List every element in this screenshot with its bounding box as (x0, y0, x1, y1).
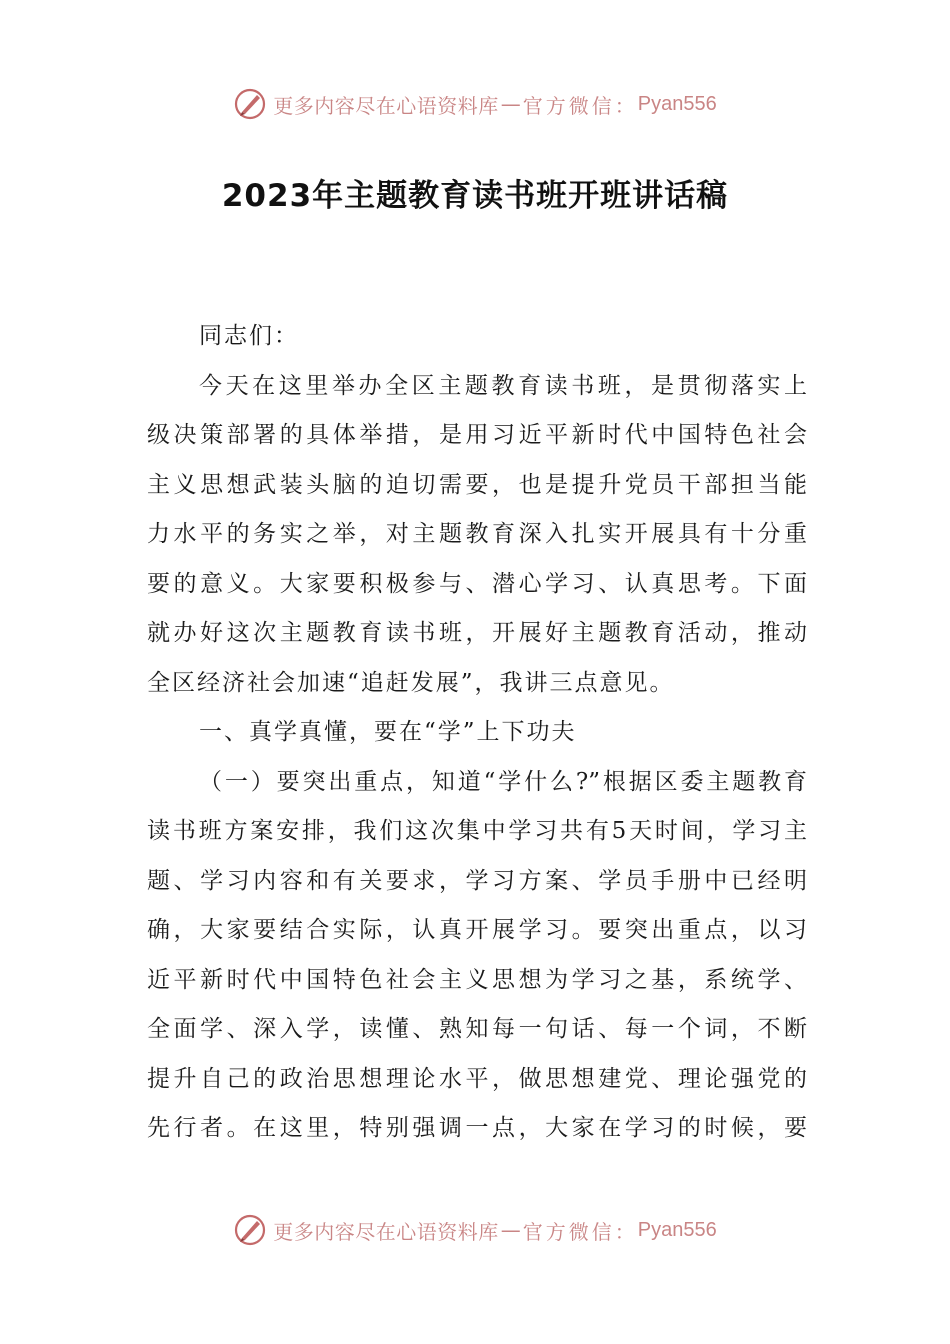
paragraph-line: 就办好这次主题教育读书班，开展好主题教育活动，推动 (147, 620, 807, 646)
paragraph-line: 先行者。在这里，特别强调一点，大家在学习的时候，要 (147, 1115, 807, 1141)
paragraph-line: 级决策部署的具体举措，是用习近平新时代中国特色社会 (147, 422, 807, 448)
banner-wechat-label: 官方微信： (522, 1219, 638, 1244)
paragraph-line: 全面学、深入学，读懂、熟知每一句话、每一个词，不断 (147, 1016, 807, 1042)
header-banner (0, 84, 950, 124)
banner-wechat-id: Pyan556 (637, 92, 717, 115)
paragraph-line: 主义思想武装头脑的迫切需要，也是提升党员干部担当能 (147, 471, 807, 498)
pen-logo-icon (233, 1213, 267, 1247)
banner-text: 更多内容尽在心语资料库 (273, 1219, 499, 1244)
paragraph-line: 读书班方案安排，我们这次集中学习共有5天时间，学习主 (147, 818, 807, 844)
banner-wechat-id: Pyan556 (637, 1218, 717, 1241)
salutation-line: 同志们： (199, 323, 299, 349)
paragraph-line: 确，大家要结合实际，认真开展学习。要突出重点，以习 (147, 917, 807, 943)
paragraph-line: 今天在这里举办全区主题教育读书班，是贯彻落实上 (199, 372, 807, 399)
paragraph-line: 提升自己的政治思想理论水平，做思想建党、理论强党的 (147, 1065, 807, 1092)
document-title: 2023年主题教育读书班开班讲话稿 (221, 178, 729, 214)
paragraph-line: 近平新时代中国特色社会主义思想为学习之基，系统学、 (147, 966, 807, 993)
pen-logo-icon (233, 87, 267, 121)
banner-separator: — (500, 1218, 521, 1242)
banner-separator: — (500, 92, 521, 116)
paragraph-line: 全区经济社会加速“追赶发展”，我讲三点意见。 (147, 669, 675, 696)
paragraph-line: 力水平的务实之举，对主题教育深入扎实开展具有十分重 (147, 521, 807, 547)
banner-wechat-label: 官方微信： (522, 93, 638, 118)
footer-banner (0, 1210, 950, 1250)
section-heading: 一、真学真懂，要在“学”上下功夫 (199, 719, 577, 745)
paragraph-line: （一）要突出重点，知道“学什么?”根据区委主题教育 (199, 768, 807, 795)
document-body (147, 312, 807, 1154)
banner-text: 更多内容尽在心语资料库 (273, 93, 499, 118)
paragraph-line: 要的意义。大家要积极参与、潜心学习、认真思考。下面 (147, 570, 807, 597)
paragraph-line: 题、学习内容和有关要求，学习方案、学员手册中已经明 (147, 867, 807, 894)
